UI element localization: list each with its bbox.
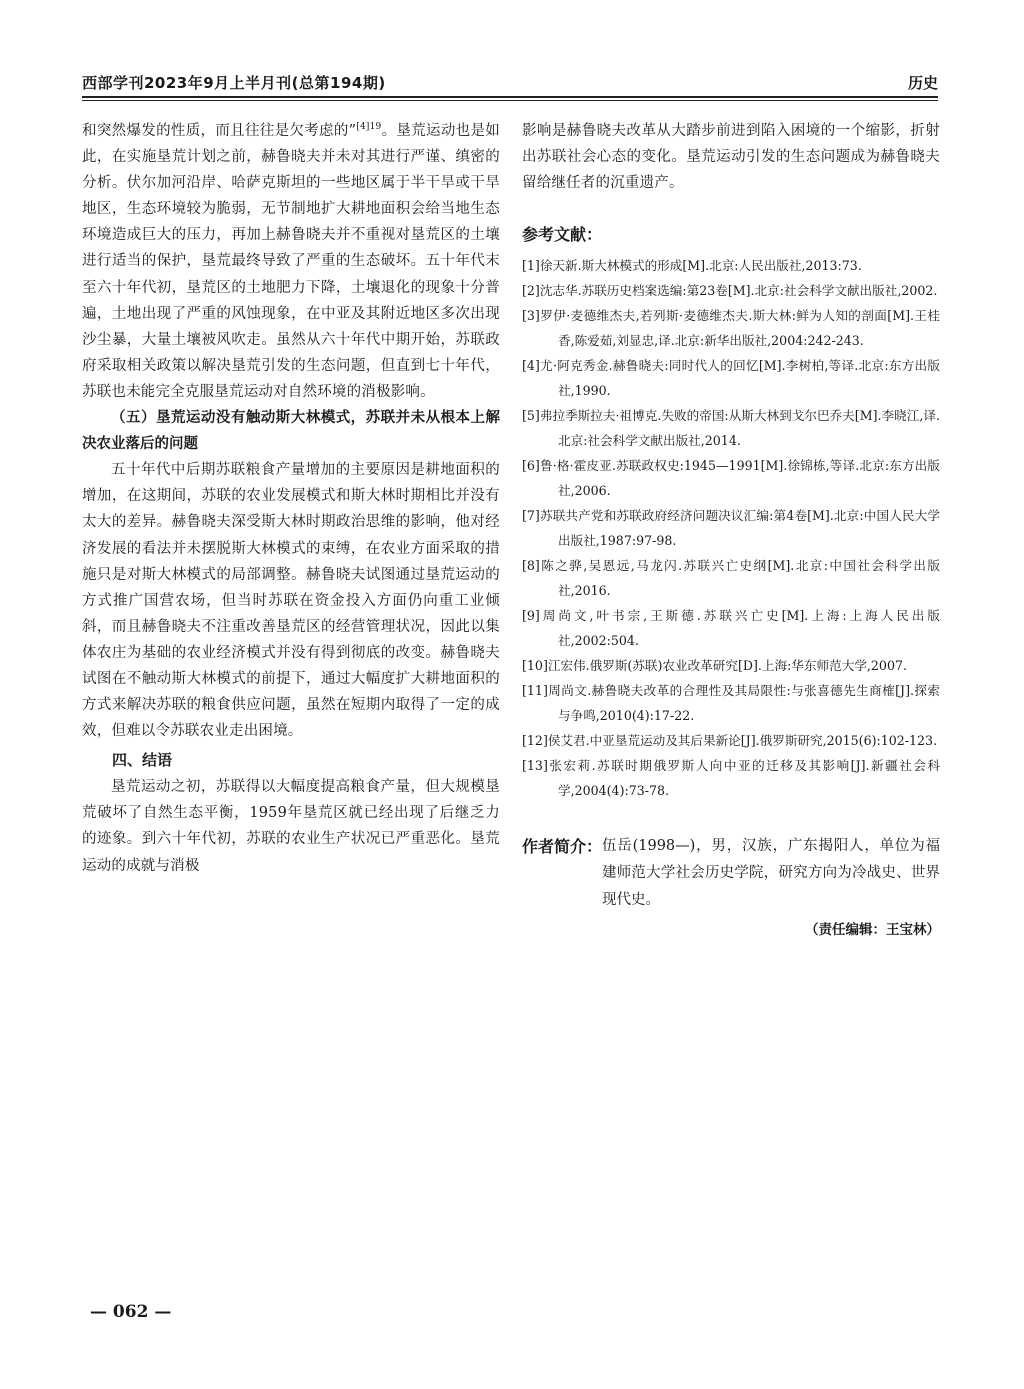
reference-item: [1]徐天新.斯大林模式的形成[M].北京:人民出版社,2013:73. — [522, 258, 862, 274]
reference-item: [13]张宏莉.苏联时期俄罗斯人向中亚的迁移及其影响[J].新疆社会科学,2004(4):73-78. — [522, 758, 940, 799]
author-bio-text: 伍岳(1998—)，男，汉族，广东揭阳人，单位为福建师范大学社会历史学院，研究方向为冷战史、世界现代史。 — [602, 838, 940, 909]
reference-item: [6]鲁·格·霍皮亚.苏联政权史:1945—1991[M].徐锦栋,等译.北京:东方出版社,2006. — [522, 458, 940, 499]
reference-item: [4]尤·阿克秀金.赫鲁晓夫:同时代人的回忆[M].李树柏,等译.北京:东方出版社,1990. — [522, 358, 940, 399]
journal-title: 西部学刊2023年9月上半月刊(总第194期) — [82, 74, 386, 92]
paragraph: 五十年代中后期苏联粮食产量增加的主要原因是耕地面积的增加，在这期间，苏联的农业发展模式和斯大林时期相比并没有太大的差异。赫鲁晓夫深受斯大林时期政治思维的影响，他对经济发展的看法并未摆脱斯大林模式的束缚，在农业方面采取的措施只是对斯大林模式的局部调整。赫鲁晓夫试图通过垦荒运动的方式推广国营农场，但当时苏联在资金投入方面仍向重工业倾斜，而且赫鲁晓夫不注重改善垦荒区的经营管理状况，因此以集体农庄为基础的农业经济模式并没有得到彻底的改变。赫鲁晓夫试图在不触动斯大林模式的前提下，通过大幅度扩大耕地面积的方式来解决苏联的粮食供应问题，虽然在短期内取得了一定的成效，但难以令苏联农业走出困境。 — [82, 462, 500, 740]
reference-item: [10]江宏伟.俄罗斯(苏联)农业改革研究[D].上海:华东师范大学,2007. — [522, 658, 907, 674]
section-heading-conclusion: 四、结语 — [112, 751, 173, 770]
right-column — [522, 118, 940, 938]
references-heading: 参考文献： — [522, 225, 603, 245]
header-rule — [82, 96, 938, 98]
reference-list — [522, 253, 940, 803]
citation-superscript: [4]19 — [356, 122, 382, 133]
page-header — [82, 72, 938, 98]
section-name: 历史 — [907, 74, 938, 92]
author-bio — [522, 833, 940, 914]
reference-item: [11]周尚文.赫鲁晓夫改革的合理性及其局限性:与张喜德先生商榷[J].探索与争鸣,2010(4):17-22. — [522, 683, 940, 724]
left-column — [82, 118, 500, 879]
reference-item: [12]侯艾君.中亚垦荒运动及其后果新论[J].俄罗斯研究,2015(6):102-123. — [522, 733, 938, 749]
reference-item: [8]陈之骅,吴恩远,马龙闪.苏联兴亡史纲[M].北京:中国社会科学出版社,2016. — [522, 558, 940, 599]
page-number: — 062 — — [90, 1302, 172, 1322]
reference-item: [3]罗伊·麦德维杰夫,若列斯·麦德维杰夫.斯大林:鲜为人知的剖面[M].王桂香,陈爱茹,刘显忠,译.北京:新华出版社,2004:242-243. — [522, 308, 940, 349]
responsible-editor: （责任编辑：王宝林） — [805, 922, 940, 939]
subsection-heading: （五）垦荒运动没有触动斯大林模式，苏联并未从根本上解决农业落后的问题 — [82, 410, 500, 453]
reference-item: [2]沈志华.苏联历史档案选编:第23卷[M].北京:社会科学文献出版社,2002. — [522, 283, 938, 299]
reference-item: [9]周尚文,叶书宗,王斯德.苏联兴亡史[M].上海:上海人民出版社,2002:504. — [522, 608, 940, 649]
reference-item: [7]苏联共产党和苏联政府经济问题决议汇编:第4卷[M].北京:中国人民大学出版社,1987:97-98. — [522, 508, 940, 549]
header-rule-thin — [82, 100, 938, 101]
reference-item: [5]弗拉季斯拉夫·祖博克.失败的帝国:从斯大林到戈尔巴乔夫[M].李晓江,译.北京:社会科学文献出版社,2014. — [522, 408, 940, 449]
author-bio-label: 作者简介： — [522, 837, 603, 857]
paragraph-conclusion: 垦荒运动之初，苏联得以大幅度提高粮食产量，但大规模垦荒破坏了自然生态平衡，1959年垦荒区就已经出现了后继乏力的迹象。到六十年代初，苏联的农业生产状况已严重恶化。垦荒运动的成就与消极 — [82, 779, 500, 874]
paragraph-continued: 影响是赫鲁晓夫改革从大踏步前进到陷入困境的一个缩影，折射出苏联社会心态的变化。垦荒运动引发的生态问题成为赫鲁晓夫留给继任者的沉重遗产。 — [522, 123, 940, 192]
paragraph-continued: 和突然爆发的性质，而且往往是欠考虑的”$^{[4]19}$。垦荒运动也是如此，在实施垦荒计划之前，赫鲁晓夫并未对其进行严谨、缜密的分析。伏尔加河沿岸、哈萨克斯坦的一些地区属于半干旱或干旱地区，生态环境较为脆弱，无节制地扩大耕地面积会给当地生态环境造成巨大的压力，再加上赫鲁晓夫并不重视对垦荒区的土壤进行适当的保护，垦荒最终导致了严重的生态破坏。五十年代末至六十年代初，垦荒区的土地肥力下降，土壤退化的现象十分普遍，土地出现了严重的风蚀现象，在中亚及其附近地区多次出现沙尘暴，大量土壤被风吹走。虽然从六十年代中期开始，苏联政府采取相关政策以解决垦荒引发的生态问题，但直到七十年代，苏联也未能完全克服垦荒运动对自然环境的消极影响。 — [82, 122, 500, 400]
